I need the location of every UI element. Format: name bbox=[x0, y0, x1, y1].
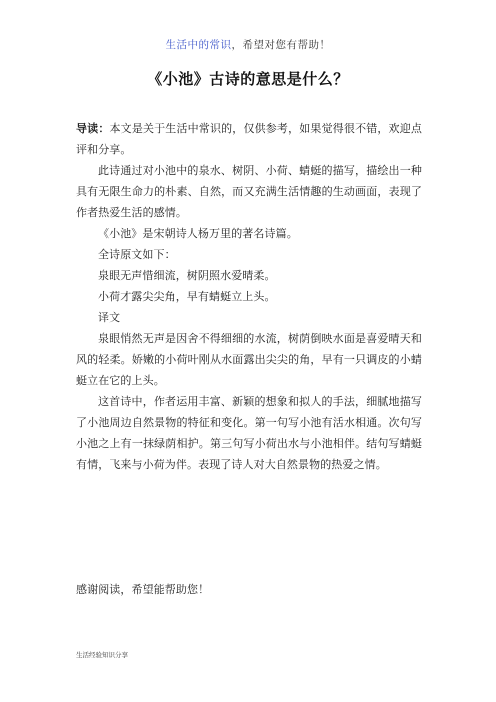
paragraph-analysis: 这首诗中，作者运用丰富、新颖的想象和拟人的手法，细腻地描写了小池周边自然景物的特征和变化。第一句写小池有活水相通。次句写小池之上有一抹绿荫相护。第三句写小荷出水与小池相伴。结句写蜻蜓有情，飞来与小荷为伴。表现了诗人对大自然景物的热爱之情。 bbox=[76, 395, 422, 471]
paragraph-original-label: 全诗原文如下： bbox=[98, 248, 176, 261]
poem-line-1: 泉眼无声惜细流，树阴照水爱晴柔。 bbox=[98, 269, 276, 282]
article-body bbox=[76, 118, 422, 475]
page-footer: 生活经验知识分享 bbox=[76, 651, 128, 659]
page-title: 《小池》古诗的意思是什么？ bbox=[147, 70, 349, 88]
lead-label: 导读： bbox=[76, 122, 110, 135]
header-note-rest: ，希望对您有帮助！ bbox=[231, 39, 331, 51]
paragraph-translation: 泉眼悄然无声是因舍不得细细的水流，树荫倒映水面是喜爱晴天和风的轻柔。娇嫩的小荷叶刚从水面露出尖尖的角，早有一只调皮的小蜻蜓立在它的上头。 bbox=[76, 332, 422, 387]
header-note-highlight: 生活中的常识 bbox=[165, 39, 232, 51]
lead-paragraph bbox=[76, 118, 422, 160]
poem-line-2: 小荷才露尖尖角，早有蜻蜓立上头。 bbox=[98, 290, 276, 303]
lead-text: 本文是关于生活中常识的，仅供参考，如果觉得很不错，欢迎点评和分享。 bbox=[76, 122, 422, 156]
paragraph-summary: 此诗通过对小池中的泉水、树阴、小荷、蜻蜓的描写，描绘出一种具有无限生命力的朴素、自然，而又充满生活情趣的生动画面，表现了作者热爱生活的感情。 bbox=[76, 164, 422, 219]
header-note bbox=[0, 37, 496, 52]
thanks-note: 感谢阅读，希望能帮助您！ bbox=[76, 583, 210, 596]
translation-label: 译文 bbox=[98, 311, 121, 324]
paragraph-intro: 《小池》是宋朝诗人杨万里的著名诗篇。 bbox=[98, 227, 298, 240]
